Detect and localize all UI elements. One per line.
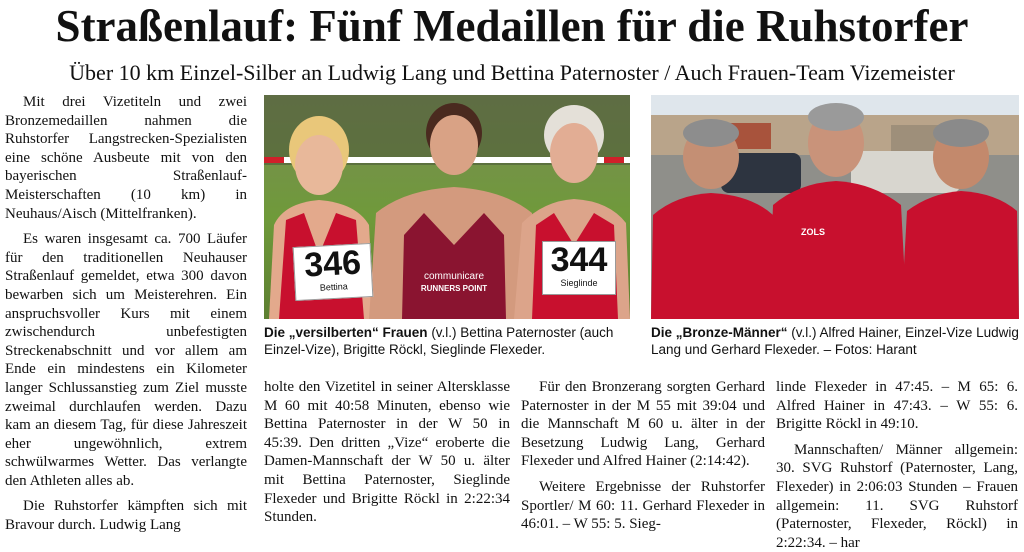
article-column-1 xyxy=(5,93,247,535)
race-bib-346 xyxy=(293,243,374,301)
caption-text: (v.l.) Bettina Paternoster (auch Einzel-Vize), Brigitte Röckl, Sieglinde Flexeder. xyxy=(264,325,614,357)
article-column-2 xyxy=(264,378,510,527)
photo-caption-women xyxy=(264,324,634,358)
paragraph: Die Ruhstorfer kämpften sich mit Bravour durch. Ludwig Lang xyxy=(5,498,247,534)
paragraph: Mannschaften/ Männer allgemein: 30. SVG Ruhstorf (Paternoster, Lang, Flexeder) in 2:06:03 Stunden – Frauen allgemein: 11. SVG Ruhstorf (Paternoster, Flexeder, Röckl) in 2:22:34. – har xyxy=(776,441,1018,551)
paragraph: Weitere Ergebnisse der Ruhstorfer Sportler/ M 60: 11. Gerhard Flexeder in 46:01. – W 55: 5. Sieg- xyxy=(521,478,765,533)
bib-number: 344 xyxy=(550,241,608,279)
paragraph: linde Flexeder in 47:45. – M 65: 6. Alfred Hainer in 47:43. – W 55: 6. Brigitte Röckl in 49:10. xyxy=(776,379,1018,433)
photo-bronze-men xyxy=(651,95,1019,319)
caption-title: Die „Bronze-Männer“ xyxy=(651,325,788,340)
paragraph: Mit drei Vizetiteln und zwei Bronzemedaillen nahmen die Ruhstorfer Langstrecken-Spezialisten eine schöne Ausbeute mit von den bayerischen Straßenlauf-Meisterschaften (10 km) in Neuhaus/Aisch (Mittelfranken). xyxy=(5,94,247,222)
article-column-4 xyxy=(776,378,1018,552)
caption-title: Die „versilberten“ Frauen xyxy=(264,325,428,340)
shirt-logo-text: ZOLS xyxy=(801,227,825,237)
caption-text: (v.l.) Alfred Hainer, Einzel-Vize Ludwig Lang und Gerhard Flexeder. – Fotos: Harant xyxy=(651,325,1019,357)
shirt-sponsor-text: communicare xyxy=(423,271,485,282)
subheadline: Über 10 km Einzel-Silber an Ludwig Lang und Bettina Paternoster / Auch Frauen-Team Vizemeister xyxy=(69,60,955,85)
bib-name: Sieglinde xyxy=(560,278,598,288)
paragraph: Es waren insgesamt ca. 700 Läufer für den traditionellen Neuhauser Straßenlauf gemeldet, etwa 300 davon bewarben sich um Meisterehren. Ein anspruchsvoller Kurs mit einem zwischendurch unbefestigten Streckenabschnitt und vor allem am Ende ein mindestens ein Kilometer langer Schlussanstieg zum Ziel musste zweimal durchlaufen werden. Dazu kam an diesem Tag, für diese Jahreszeit eher ungewöhnlich, extrem schwülwarmes Wetter. Das verlangte den Athleten alles ab. xyxy=(5,231,247,489)
paragraph: Für den Bronzerang sorgten Gerhard Paternoster in der M 55 mit 39:04 und die Mannschaft M 60 u. älter in der Besetzung Ludwig Lang, Gerhard Flexeder und Alfred Hainer (2:14:42). xyxy=(521,379,765,470)
shirt-sponsor-text-2: RUNNERS POINT xyxy=(420,284,488,293)
bib-name: Bettina xyxy=(319,281,349,293)
paragraph: holte den Vizetitel in seiner Altersklasse M 60 mit 40:58 Minuten, ebenso wie Bettina Paternoster in der W 50 in 45:39. Den dritten „Vize“ eroberte die Damen-Mannschaft der W 50 u. älter mit Bettina Paternoster, Sieglinde Flexeder und Brigitte Röckl in 2:22:34 Stunden. xyxy=(264,379,510,526)
race-bib-344 xyxy=(542,241,616,295)
photo-caption-men xyxy=(651,324,1021,358)
bib-number: 346 xyxy=(303,243,362,285)
photo-silver-women xyxy=(264,95,630,319)
article-column-3 xyxy=(521,378,765,534)
photo-bronze-men-image xyxy=(651,95,1019,319)
headline: Straßenlauf: Fünf Medaillen für die Ruhstorfer xyxy=(55,1,969,51)
